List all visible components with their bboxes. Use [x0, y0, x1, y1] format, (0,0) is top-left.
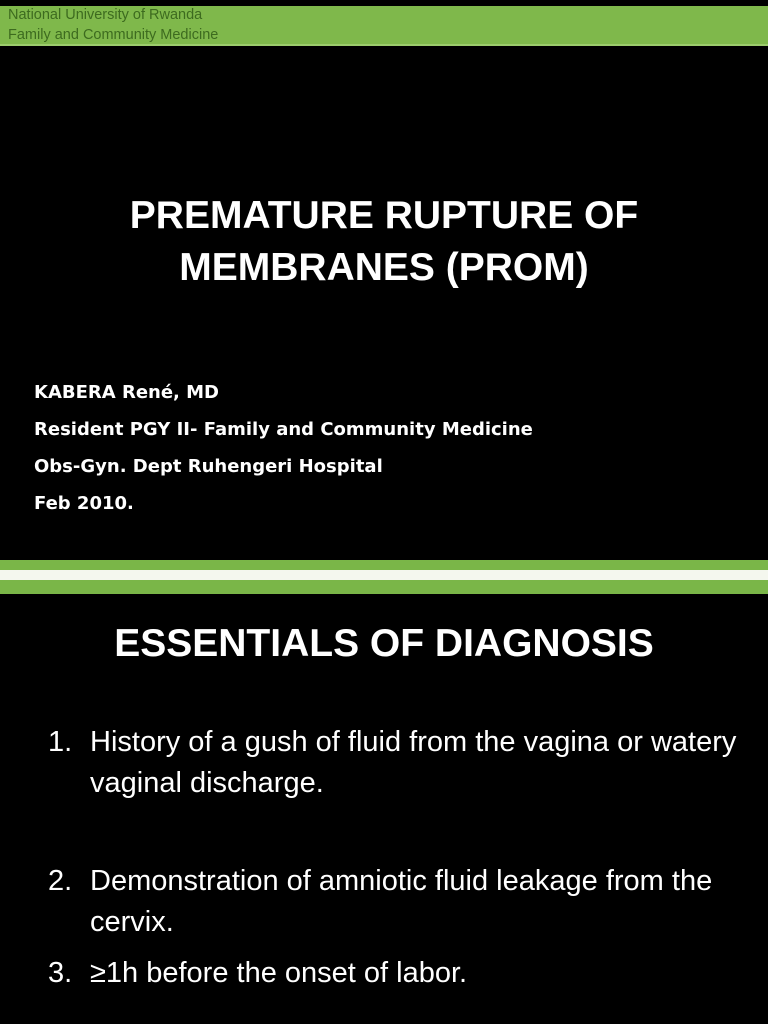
- author-block: [34, 374, 533, 522]
- list-item-text: History of a gush of fluid from the vagina or watery vaginal discharge.: [90, 726, 737, 799]
- header-band: [0, 580, 768, 594]
- slide-title-line1: PREMATURE RUPTURE OF: [129, 194, 639, 237]
- list-item-number: 2.: [48, 865, 73, 897]
- author-date: Feb 2010.: [34, 493, 134, 514]
- content-slide: [0, 580, 768, 1024]
- header-institution: National University of Rwanda: [8, 7, 203, 23]
- list-item: [48, 953, 748, 994]
- author-department: Obs-Gyn. Dept Ruhengeri Hospital: [34, 456, 383, 477]
- list-item: [48, 722, 748, 804]
- list-item-text: ≥1h before the onset of labor.: [90, 957, 468, 989]
- author-position: Resident PGY II- Family and Community Medicine: [34, 419, 533, 440]
- list-item-number: 3.: [48, 957, 73, 989]
- list-item-number: 1.: [48, 726, 73, 758]
- slide-title-line2: MEMBRANES (PROM): [179, 246, 589, 289]
- author-name: KABERA René, MD: [34, 382, 220, 403]
- header-department: Family and Community Medicine: [8, 27, 219, 43]
- slide-separator: [0, 570, 768, 580]
- footer-band: [0, 560, 768, 570]
- slide-heading: ESSENTIALS OF DIAGNOSIS: [114, 622, 654, 665]
- list-item-text: Demonstration of amniotic fluid leakage from the cervix.: [90, 865, 713, 938]
- list-item: [48, 861, 748, 943]
